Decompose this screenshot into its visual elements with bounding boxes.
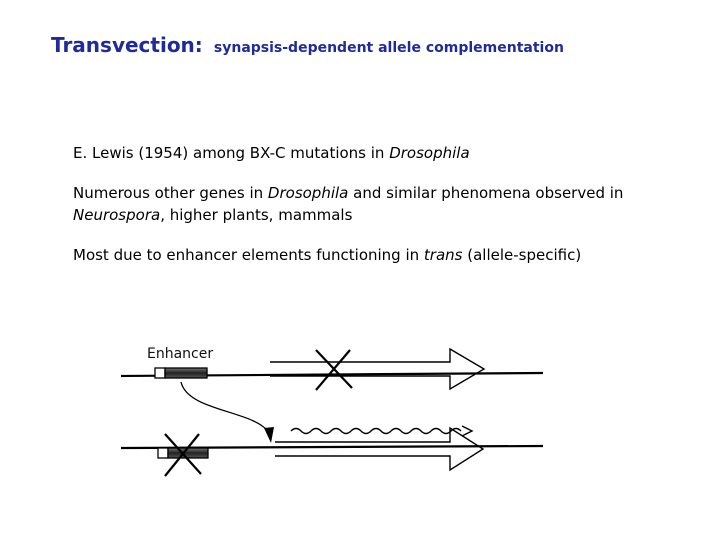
paragraph-segment-italic: Neurospora [73,206,161,224]
paragraph-segment: (allele-specific) [462,246,582,264]
top-gene-mutation-cross-icon [316,350,352,390]
paragraph-segment: , higher plants, mammals [160,206,353,224]
paragraph-segment-italic: Drosophila [389,144,470,162]
paragraph-segment-italic: trans [423,246,463,264]
transcript-arrowhead-icon [462,426,472,436]
paragraph-segment: Most due to enhancer elements functioning in [73,246,424,264]
bottom-gene-arrow [275,428,483,470]
title-main: Transvection: [51,33,203,57]
trans-acting-arrowhead-icon [264,427,274,443]
paragraph-segment-italic: Drosophila [267,184,349,202]
top-gene-arrow [270,349,484,389]
paragraph-segment: E. Lewis (1954) among BX-C mutations in [73,144,390,162]
paragraph-segment: and similar phenomena observed in [348,184,624,202]
trans-acting-arrow [181,382,269,433]
transcript-wavy-line [291,429,461,434]
paragraph-segment: Numerous other genes in [73,184,268,202]
enhancer-label: Enhancer [147,346,214,362]
title-subtitle: synapsis-dependent allele complementation [213,40,564,56]
top-enhancer-element [155,368,207,378]
